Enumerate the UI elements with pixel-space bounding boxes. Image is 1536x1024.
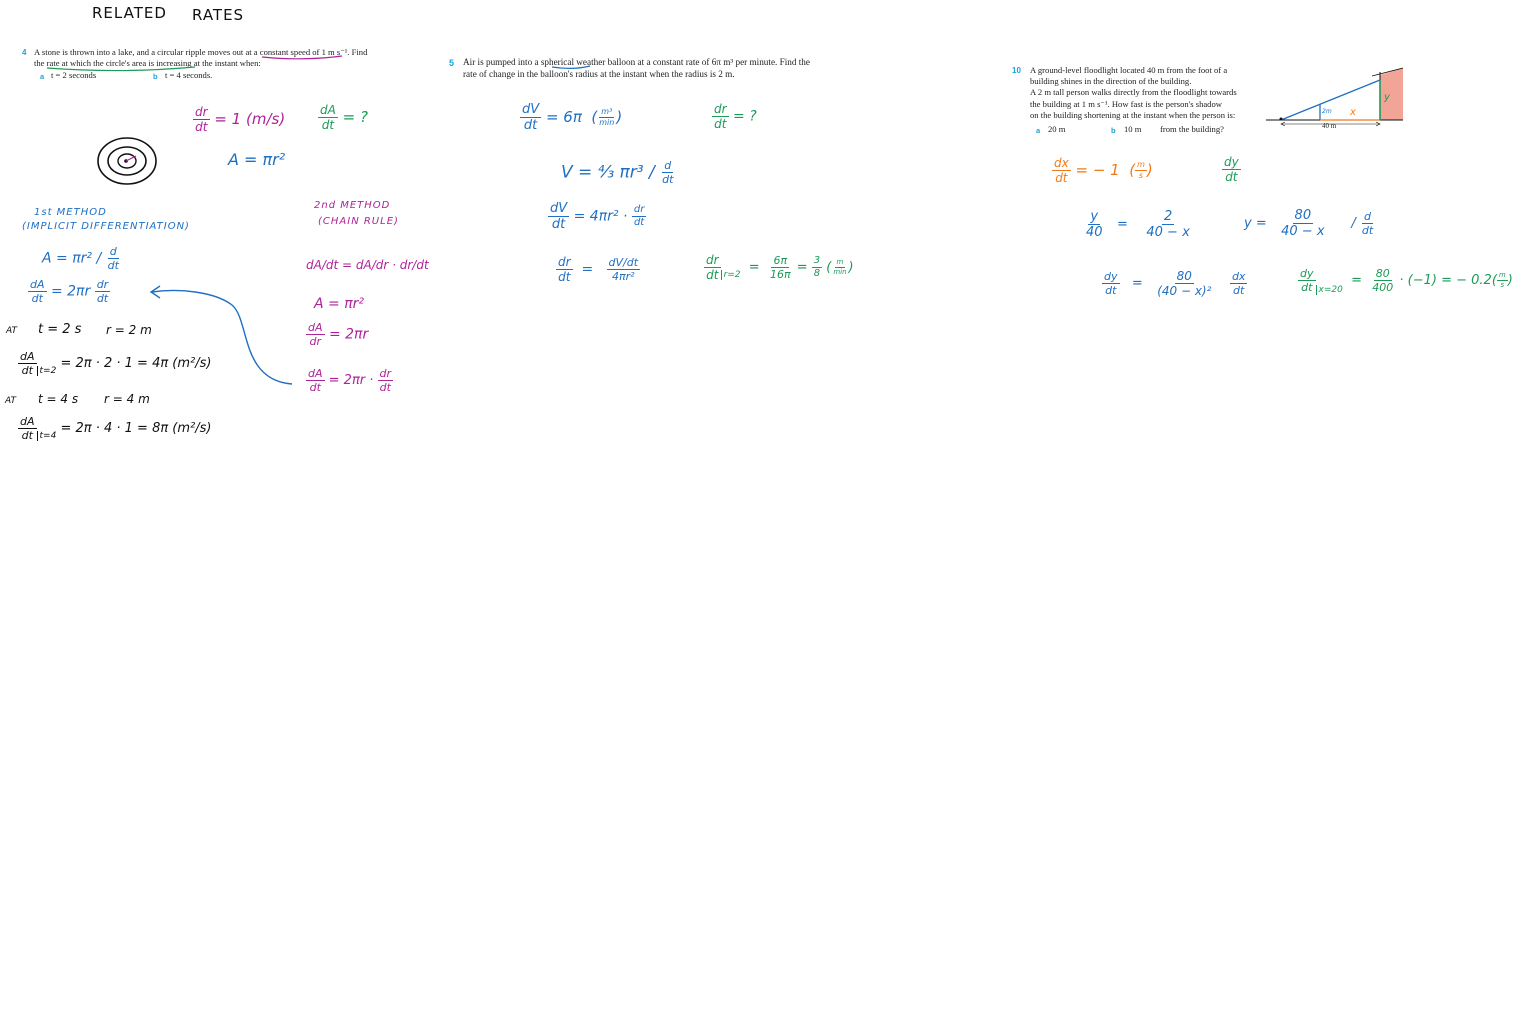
problem-10-parts-tail: from the building? [1160, 124, 1224, 134]
p4-area-formula: A = πr² [228, 150, 286, 169]
p5-result: $\frac{dr}{dt}$ $_{r=2}$ = $\frac{6\pi}{16\pi}$ = $\frac{3}{8}$ ( $\frac{m}{\min}$ ) [706, 253, 854, 282]
p4-at2-radius: r = 4 m [104, 392, 150, 406]
problem-5-line1: Air is pumped into a spherical weather balloon at a constant rate of 6π m³ per minute. Find the [463, 57, 810, 67]
problem-4-line1: A stone is thrown into a lake, and a circular ripple moves out at a constant speed of 1 m s⁻¹. Find [34, 47, 368, 57]
p10-diagram-y: y [1384, 92, 1390, 103]
p4-m1-eq1: A = πr² / $\frac{d}{dt}$ [42, 245, 119, 272]
problem-4-part-b-label: b [153, 72, 158, 81]
p4-m2-final: $\frac{dA}{dt}$ = 2πr · $\frac{dr}{dt}$ [308, 367, 392, 394]
p4-method1-title: 1st METHOD [34, 207, 107, 218]
p4-m2-area: A = πr² [314, 296, 365, 312]
p4-given-rate: $\frac{dr}{dt}$ = 1 (m/s) [195, 105, 286, 134]
p10-y-expression: y = $\frac{80}{40 - x}$ / $\frac{d}{dt}$ [1244, 208, 1374, 239]
problem-10-part-a-label: a [1036, 126, 1041, 135]
p5-derivative: $\frac{dV}{dt}$ = 4πr² · $\frac{dr}{dt}$ [550, 201, 645, 232]
p10-given-rate: $\frac{dx}{dt}$ = − 1 ( $\frac{m}{s}$ ) [1054, 156, 1153, 185]
p5-volume-formula: V = ⁴⁄₃ πr³ / $\frac{d}{dt}$ [561, 159, 674, 186]
problem-4-part-a-label: a [40, 72, 45, 81]
p5-rearranged: $\frac{dr}{dt}$ = $\frac{dV/dt}{\text{4πr²}}$ [558, 255, 639, 284]
problem-10-number: 10 [1012, 66, 1021, 75]
p4-at2-time: t = 4 s [38, 392, 79, 406]
problem-10-part-a: 20 m [1048, 124, 1066, 134]
p4-at1-time: t = 2 s [38, 322, 82, 337]
p4-method1-subtitle: (IMPLICIT DIFFERENTIATION) [22, 221, 190, 232]
problem-10-line2: building shines in the direction of the building. [1030, 76, 1192, 86]
page-title-word2: RATES [192, 6, 245, 24]
page-title-word1: RELATED [92, 4, 167, 22]
problem-4-part-a: t = 2 seconds [51, 70, 97, 80]
p10-similar-triangles: $\frac{y}{40}$ = $\frac{2}{40 - x}$ [1086, 209, 1190, 240]
problem-10-part-b: 10 m [1124, 124, 1142, 134]
p10-diagram-distance: 40 m [1322, 122, 1337, 130]
p10-derivative: $\frac{dy}{dt}$ = $\frac{80}{\text{(40 − x)²}}$ $\frac{dx}{dt}$ [1104, 269, 1246, 298]
problem-10-line4: the building at 1 m s⁻¹. How fast is the person's shadow [1030, 99, 1222, 109]
p4-at1-radius: r = 2 m [106, 323, 152, 337]
p10-diagram-person-height: 2m [1322, 108, 1332, 115]
problem-5-line2: rate of change in the balloon's radius at the instant when the radius is 2 m. [463, 69, 735, 79]
problem-5-number: 5 [449, 58, 455, 68]
p4-m1-eq2: $\frac{dA}{dt}$ = 2πr $\frac{dr}{dt}$ [30, 278, 109, 305]
p5-unknown-rate: $\frac{dr}{dt}$ = ? [714, 102, 757, 131]
p4-m2-chain-rule: dA/dt = dA/dr · dr/dt [306, 258, 429, 272]
problem-4-number: 4 [22, 48, 27, 57]
p4-result2: $\frac{dA}{dt}$ $_{t=4}$ = 2π · 4 · 1 = 8π (m²/s) [20, 415, 212, 442]
p10-unknown-rate: $\frac{dy}{dt}$ [1224, 155, 1239, 184]
problem-10-line5: on the building shortening at the instant when the person is: [1030, 110, 1236, 120]
problem-10-line3: A 2 m tall person walks directly from the floodlight towards [1030, 87, 1237, 97]
problem-10-line1: A ground-level floodlight located 40 m from the foot of a [1030, 65, 1228, 75]
p4-m2-dadr: $\frac{dA}{dr}$ = 2πr [308, 321, 369, 348]
p5-given-rate: $\frac{dV}{dt}$ = 6π ( $\frac{\text{m³}}{\min}$ ) [522, 102, 623, 133]
problem-10-part-b-label: b [1111, 126, 1116, 135]
problem-4-part-b: t = 4 seconds. [165, 70, 213, 80]
p4-result1: $\frac{dA}{dt}$ $_{t=2}$ = 2π · 2 · 1 = 4π (m²/s) [20, 350, 212, 377]
p4-at2-label: AT [5, 396, 16, 406]
problem-4-line2: the rate at which the circle's area is increasing at the instant when: [34, 58, 261, 68]
p4-unknown-rate: $\frac{dA}{dt}$ = ? [320, 103, 368, 132]
p4-method2-title: 2nd METHOD [314, 200, 391, 211]
p4-method2-subtitle: (CHAIN RULE) [318, 216, 399, 227]
p4-at1-label: AT [6, 326, 17, 336]
p10-diagram-x: x [1350, 107, 1356, 118]
p10-result: $\frac{dy}{dt}$ $_{x=20}$ = $\frac{80}{400}$ · (−1) = − 0.2( $\frac{m}{s}$ ) [1300, 267, 1513, 295]
